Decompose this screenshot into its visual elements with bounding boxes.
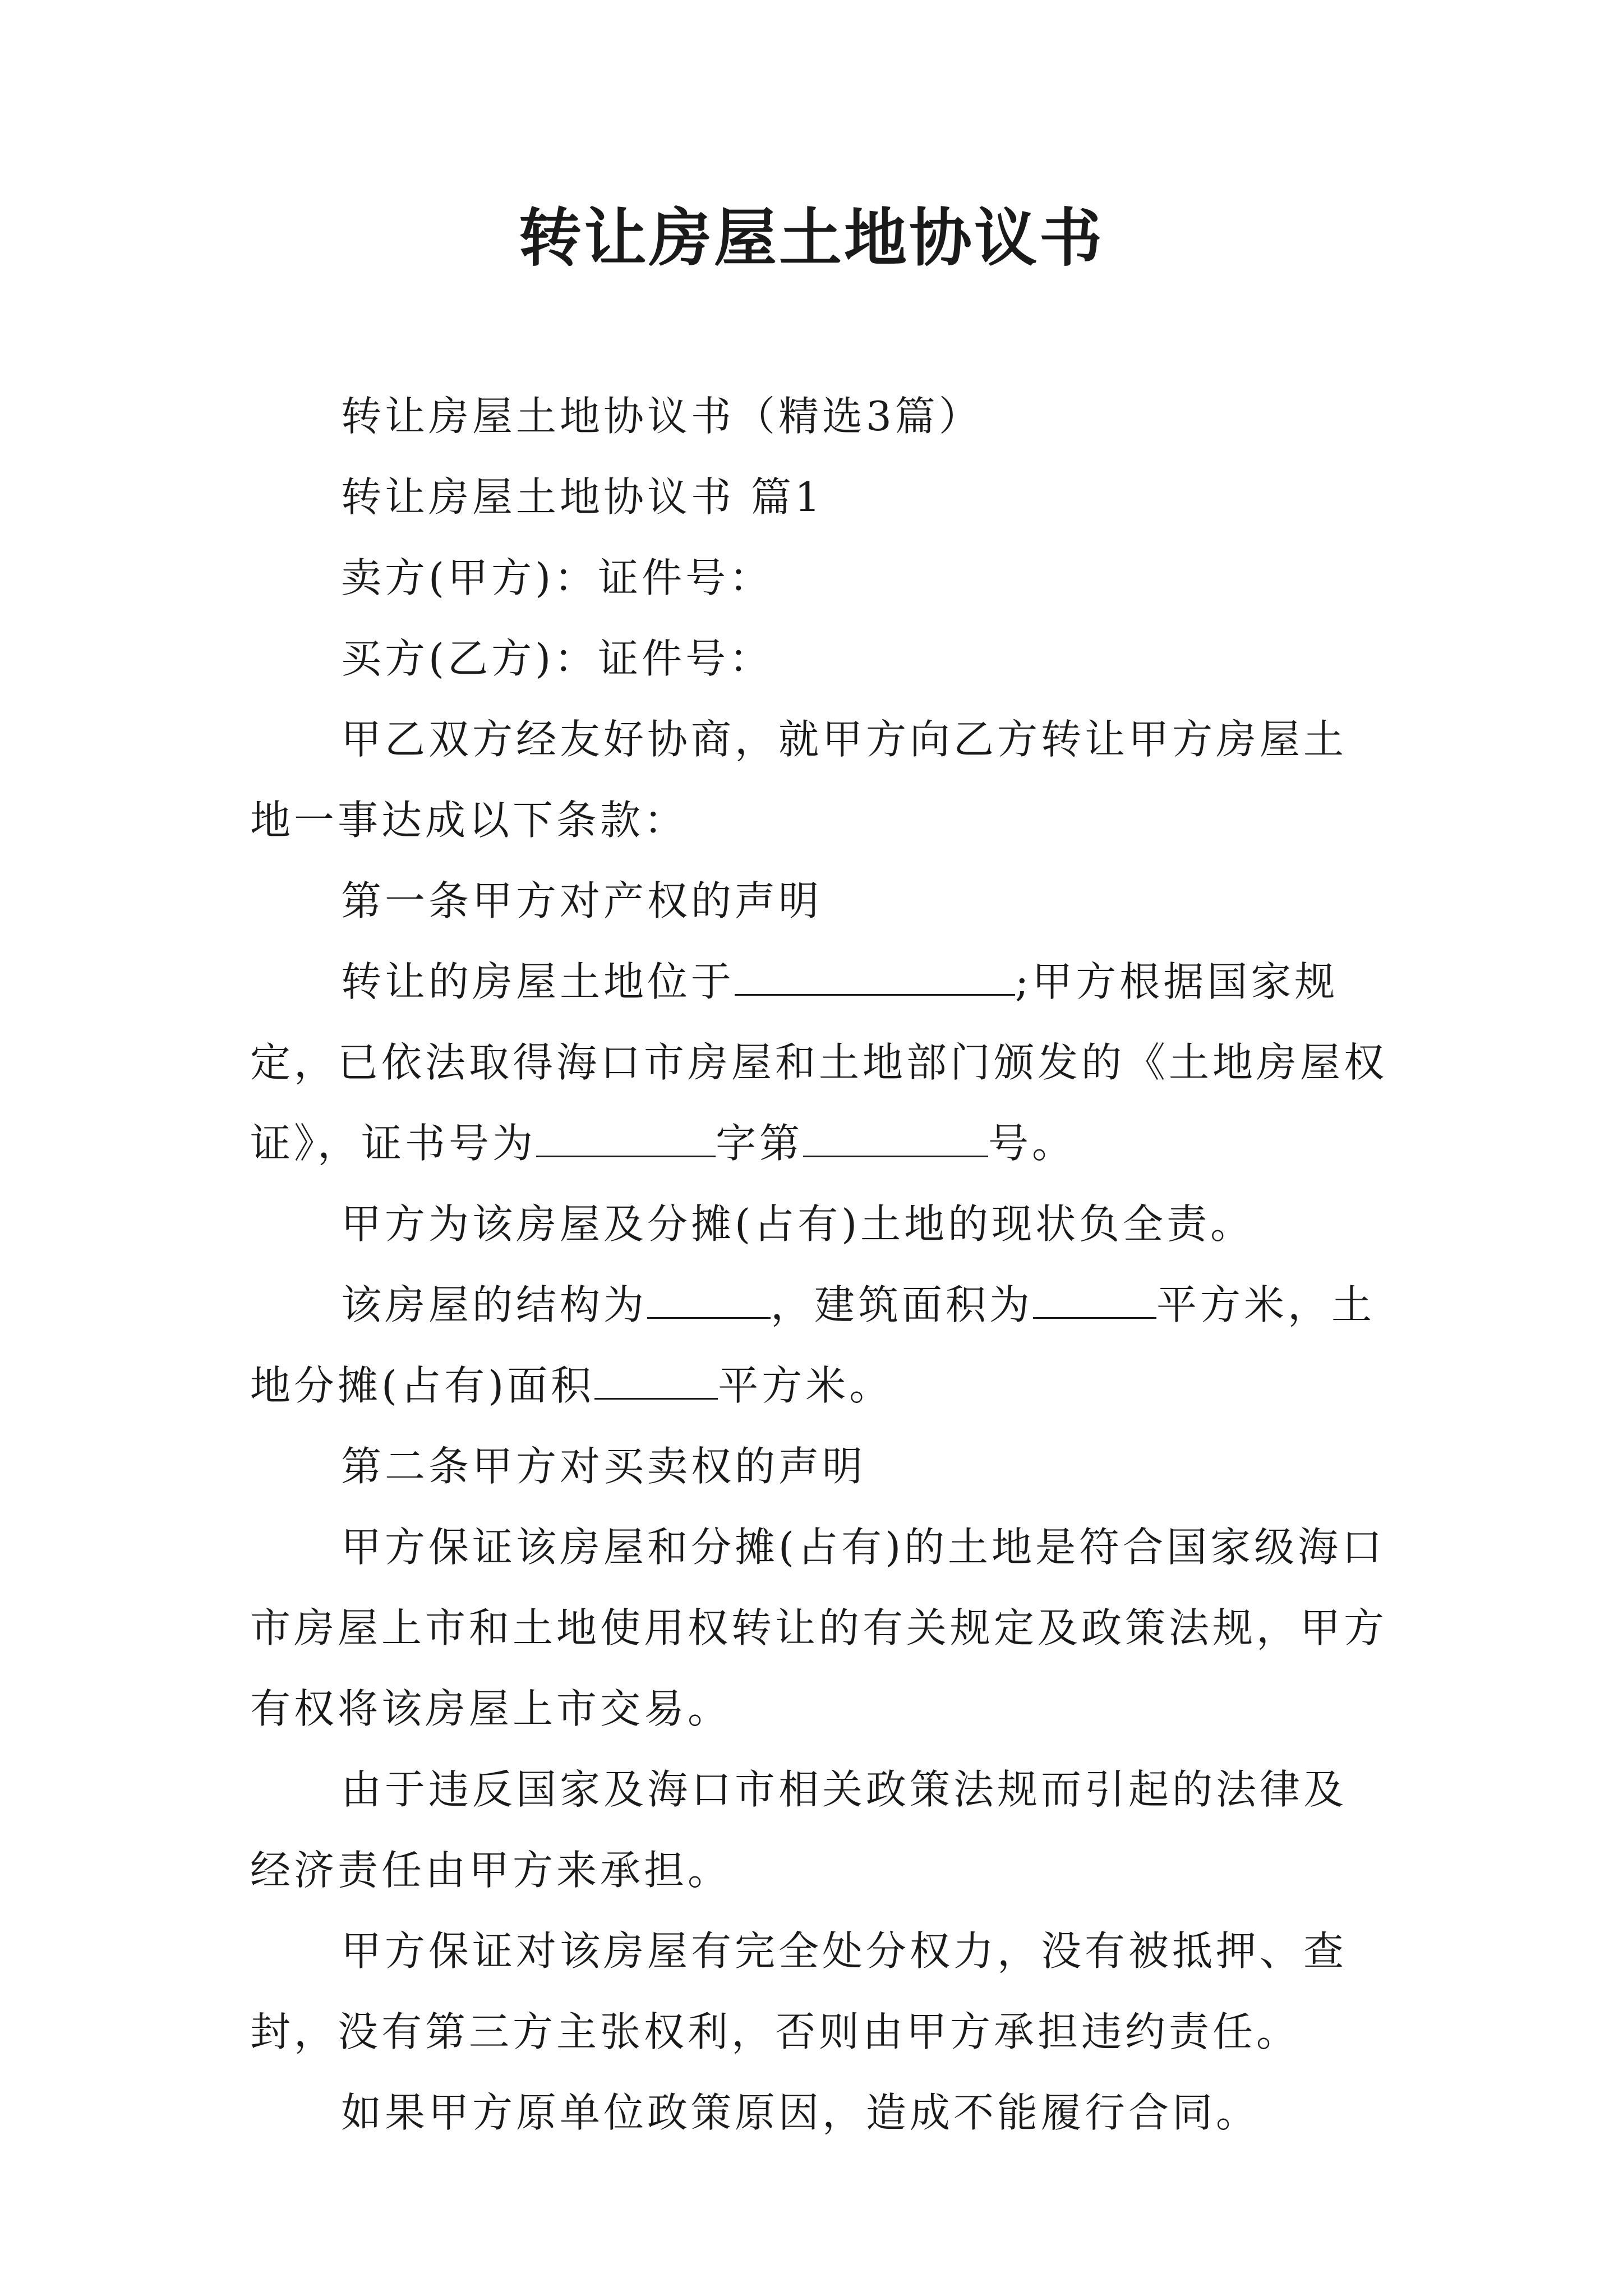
article-1-heading: 第一条甲方对产权的声明 bbox=[341, 877, 823, 924]
text-segment: 平方米。 bbox=[718, 1362, 893, 1409]
text-segment: 字第 bbox=[716, 1120, 804, 1167]
text-segment: ;甲方根据国家规定，已依法取得海口市房屋和土地部门颁发的《土地房屋权证》，证书号为 bbox=[250, 958, 1388, 1167]
disposal-right-paragraph: 甲方保证对该房屋有完全处分权力，没有被抵押、查封，没有第三方主张权利，否则由甲方承担违约责任。 bbox=[250, 1927, 1348, 2055]
liability-paragraph: 甲方为该房屋及分摊(占有)土地的现状负全责。 bbox=[341, 1200, 1255, 1248]
document-title: 转让房屋土地协议书 bbox=[519, 201, 1104, 275]
text-segment: 转让的房屋土地位于 bbox=[341, 958, 735, 1005]
policy-reason-paragraph: 如果甲方原单位政策原因，造成不能履行合同。 bbox=[341, 2089, 1260, 2136]
compliance-paragraph: 甲方保证该房屋和分摊(占有)的土地是符合国家级海口市房屋上市和土地使用权转让的有关规定及政策法规，甲方有权将该房屋上市交易。 bbox=[250, 1524, 1388, 1732]
subtitle-selection: 转让房屋土地协议书（精选3篇） bbox=[341, 393, 983, 440]
blank-certificate-word bbox=[536, 1119, 716, 1157]
blank-certificate-number bbox=[803, 1119, 988, 1157]
seller-line: 卖方(甲方)：证件号： bbox=[341, 554, 773, 601]
article-2-heading: 第二条甲方对买卖权的声明 bbox=[341, 1443, 866, 1490]
text-segment: 平方米，土地分摊(占有)面积 bbox=[250, 1281, 1376, 1409]
document-body bbox=[250, 376, 1389, 2153]
blank-building-area bbox=[1033, 1280, 1156, 1319]
structure-area-paragraph bbox=[250, 1264, 1389, 1426]
blank-land-area bbox=[594, 1361, 718, 1400]
property-location-paragraph bbox=[250, 941, 1389, 1184]
text-segment: ，建筑面积为 bbox=[771, 1281, 1034, 1328]
section-heading-part1: 转让房屋土地协议书 篇1 bbox=[341, 473, 824, 521]
intro-paragraph: 甲乙双方经友好协商，就甲方向乙方转让甲方房屋土地一事达成以下条款： bbox=[250, 716, 1348, 844]
blank-location bbox=[735, 957, 1015, 996]
buyer-line: 买方(乙方)：证件号： bbox=[341, 635, 773, 682]
violation-paragraph: 由于违反国家及海口市相关政策法规而引起的法律及经济责任由甲方来承担。 bbox=[250, 1766, 1348, 1894]
blank-structure bbox=[647, 1280, 771, 1319]
text-segment: 号。 bbox=[988, 1120, 1076, 1167]
text-segment: 该房屋的结构为 bbox=[341, 1281, 648, 1328]
